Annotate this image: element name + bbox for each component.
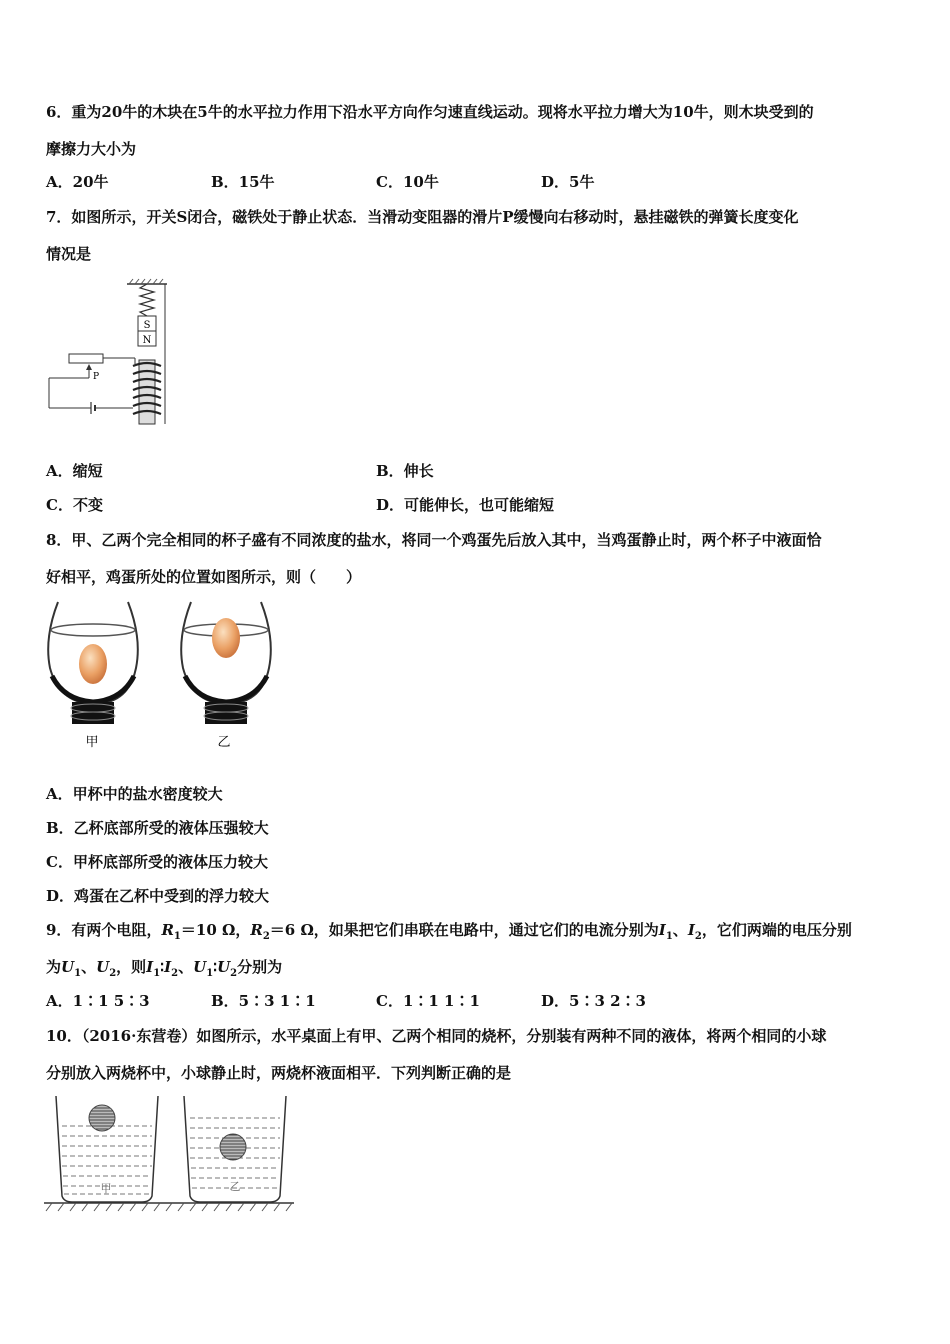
q9-option-c: C．1∶1 1∶1 — [376, 992, 480, 1010]
magnet-top-label: S — [143, 320, 151, 331]
q7-stem-line1: 7．如图所示，开关S闭合，磁铁处于静止状态．当滑动变阻器的滑片P缓慢向右移动时，悬挂磁铁的弹簧长度变化 — [46, 208, 799, 226]
q8-option-c: C．甲杯底部所受的液体压力较大 — [46, 853, 268, 871]
glass-yi — [181, 602, 271, 724]
q7-circuit-figure — [45, 278, 175, 426]
q9-option-d: D．5∶3 2∶3 — [541, 992, 646, 1010]
q7-option-b: B．伸长 — [376, 462, 434, 480]
q8-option-a: A．甲杯中的盐水密度较大 — [46, 785, 223, 803]
q6-option-c: C．10牛 — [376, 173, 439, 191]
q9-stem-line1: 9．有两个电阻，$R_1=10$ Ω，$R_2=6$ Ω，如果把它们串联在电路中，通过它们的电流分别为$I_1$、$I_2$，它们两端的电压分别 — [46, 921, 852, 942]
q7-option-a: A．缩短 — [46, 462, 103, 480]
q8-stem-line2: 好相平，鸡蛋所处的位置如图所示，则（ ） — [46, 568, 362, 586]
slider-label: P — [93, 372, 100, 382]
q8-option-b: B．乙杯底部所受的液体压强较大 — [46, 819, 269, 837]
q9-stem-line2: 为$U_1$、$U_2$，则$I_1∶I_2$、$U_1∶U_2$分别为 — [46, 958, 283, 979]
q10-stem-line2: 分别放入两烧杯中，小球静止时，两烧杯液面相平．下列判断正确的是 — [46, 1064, 512, 1082]
q6-stem-line1: 6．重为20牛的木块在5牛的水平拉力作用下沿水平方向作匀速直线运动。现将水平拉力增大为10牛，则木块受到的 — [46, 103, 814, 121]
q8-egg-cups-figure — [44, 598, 284, 753]
q7-option-d: D．可能伸长，也可能缩短 — [376, 496, 555, 514]
beaker-label-yi: 乙 — [229, 1180, 241, 1193]
magnet-bottom-label: N — [142, 335, 152, 346]
q6-option-a: A．20牛 — [46, 173, 109, 191]
q7-option-c: C．不变 — [46, 496, 103, 514]
q6-option-d: D．5牛 — [541, 173, 595, 191]
q8-option-d: D．鸡蛋在乙杯中受到的浮力较大 — [46, 887, 270, 905]
q10-stem-line1: 10．（2016·东营卷）如图所示，水平桌面上有甲、乙两个相同的烧杯，分别装有两种不同的液体，将两个相同的小球 — [46, 1027, 827, 1045]
q6-option-b: B．15牛 — [211, 173, 275, 191]
glass-jia — [48, 602, 138, 724]
cup-label-yi: 乙 — [217, 735, 231, 750]
q10-beakers-figure — [44, 1092, 294, 1214]
q6-stem-line2: 摩擦力大小为 — [46, 140, 137, 158]
q7-stem-line2: 情况是 — [46, 245, 92, 263]
beaker-label-jia: 甲 — [100, 1182, 112, 1195]
q9-option-b: B．5∶3 1∶1 — [211, 992, 316, 1010]
q9-option-a: A．1∶1 5∶3 — [46, 992, 150, 1010]
q8-stem-line1: 8．甲、乙两个完全相同的杯子盛有不同浓度的盐水，将同一个鸡蛋先后放入其中，当鸡蛋静止时，两个杯子中液面恰 — [46, 531, 822, 549]
cup-label-jia: 甲 — [85, 735, 99, 750]
